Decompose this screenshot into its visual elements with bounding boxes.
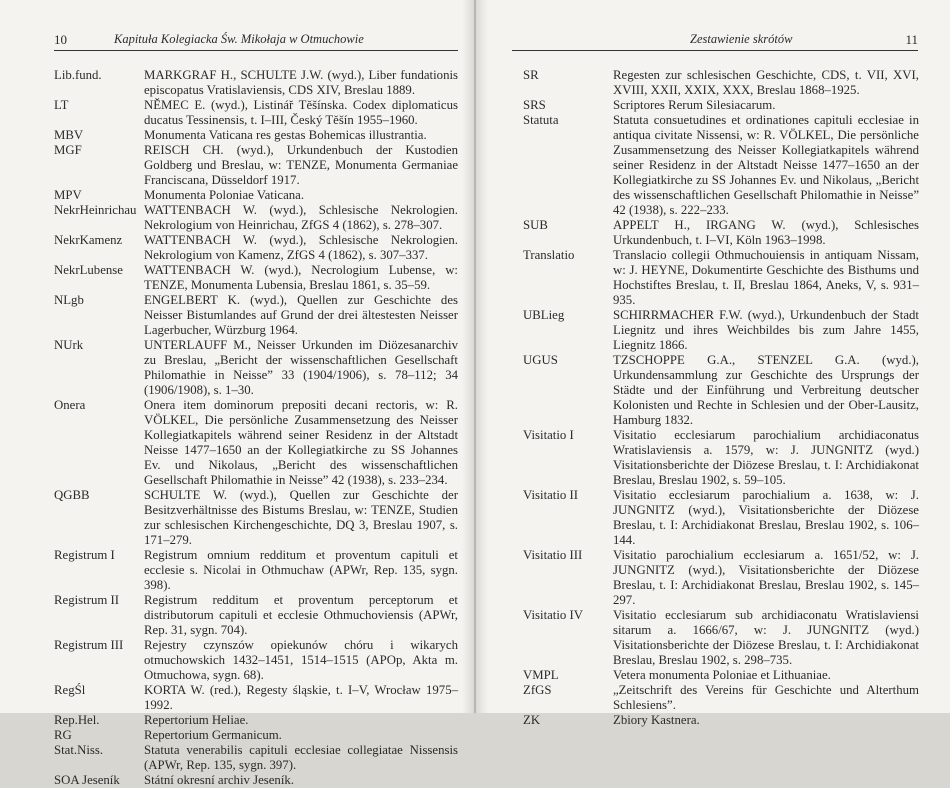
abbreviation: LT [54,98,69,112]
left-page-number: 10 [54,32,67,47]
abbreviation-entry [54,593,458,638]
right-page [476,0,950,727]
abbreviation-entry [54,398,458,488]
abbreviation: SUB [523,218,548,232]
abbreviation-description: Repertorium Germanicum. [144,728,282,742]
abbreviation-description: Vetera monumenta Poloniae et Lithuaniae. [613,668,831,682]
abbreviation: Registrum II [54,593,120,607]
abbreviation-description: Rejestry czynszów opiekunów chóru i wikarych otmuchowskich 1432–1451, 1514–1515 (APOp, Akta m. Otmuchowa, sygn. 68). [144,638,458,682]
abbreviation-description: Registrum redditum et proventum perceptorum et distributorum capituli et ecclesie Othmuchoviensis (APWr, Rep. 31, sygn. 704). [144,593,458,637]
abbreviation-description: SCHULTE W. (wyd.), Quellen zur Geschichte der Besitzverhältnisse des Bistums Breslau, w: TENZE, Studien zur schlesischen Kirchengeschichte, DQ 3, Breslau 1907, s. 171–279. [144,488,458,547]
abbreviation-entry [54,683,458,713]
abbreviation-entry [54,68,458,98]
abbreviation-description: WATTENBACH W. (wyd.), Schlesische Nekrologien. Nekrologium von Heinrichau, ZfGS 4 (1862), s. 278–307. [144,203,458,232]
abbreviation-description: Statuta venerabilis capituli ecclesiae collegiatae Nissensis (APWr, Rep. 135, sygn. 397). [144,743,458,772]
abbreviation: Translatio [523,248,575,262]
abbreviation-description: Státní okresní archiv Jeseník. [144,773,294,787]
abbreviation-description: „Zeitschrift des Vereins für Geschichte und Alterthum Schlesiens”. [613,683,919,712]
abbreviation-description: Repertorium Heliae. [144,713,249,727]
abbreviation-entry [54,263,458,293]
abbreviation-entry [54,488,458,548]
abbreviation: RG [54,728,72,742]
abbreviation-entry [54,128,458,143]
abbreviation-entry [54,638,458,683]
abbreviation-description: APPELT H., IRGANG W. (wyd.), Schlesisches Urkundenbuch, t. I–VI, Köln 1963–1998. [613,218,919,247]
abbreviation-description: WATTENBACH W. (wyd.), Schlesische Nekrologien. Nekrologium von Kamenz, ZfGS 4 (1862), s. 307–337. [144,233,458,262]
abbreviation-entry [523,98,919,113]
abbreviation: Registrum I [54,548,115,562]
abbreviation-entry [54,293,458,338]
abbreviation-entry [523,428,919,488]
abbreviation: Visitatio II [523,488,579,502]
abbreviation-entry [523,713,919,728]
abbreviation: Statuta [523,113,559,127]
abbreviation: Stat.Niss. [54,743,104,757]
left-running-head-title: Kapituła Kolegiacka Św. Mikołaja w Otmuchowie [114,32,364,46]
abbreviation-entry [54,143,458,188]
abbreviation: VMPL [523,668,559,682]
abbreviation: NUrk [54,338,84,352]
abbreviation: UBLieg [523,308,565,322]
abbreviation: ZK [523,713,541,727]
abbreviation-entry [523,68,919,98]
abbreviation: QGBB [54,488,90,502]
abbreviation-description: Monumenta Poloniae Vaticana. [144,188,305,202]
abbreviation: MBV [54,128,84,142]
abbreviation: NekrHeinrichau [54,203,137,217]
abbreviation: NLgb [54,293,84,307]
abbreviation: Visitatio IV [523,608,584,622]
abbreviation: MPV [54,188,82,202]
abbreviation: NekrLubense [54,263,123,277]
abbreviation-entry [523,218,919,248]
abbreviation-entry [54,203,458,233]
abbreviation: UGUS [523,353,558,367]
abbreviation-description: UNTERLAUFF M., Neisser Urkunden im Diözesanarchiv zu Breslau, „Bericht der wissenschaftlichen Gesellschaft Philomathie in Neisse” 33 (1904/1906), s. 78–112; 34 (1906/1908), s. 1–30. [144,338,458,397]
abbreviation-description: Visitatio ecclesiarum parochialium a. 1638, w: J. JUNGNITZ (wyd.), Visitationsberichte der Diözese Breslau, t. I: Archidiakonat Breslau, Breslau 1902, s. 106–144. [613,488,919,547]
abbreviation-description: Visitatio ecclesiarum sub archidiaconatu Wratislaviensi sitarum a. 1666/67, w: J. JUNGNITZ (wyd.) Visitationsberichte der Diözese Breslau, t. I: Archidiakonat Breslau, Breslau 1902, s. 298–735. [613,608,919,667]
abbreviation-entry [523,608,919,668]
abbreviation-entry [523,248,919,308]
abbreviation-description: Visitatio parochialium ecclesiarum a. 1651/52, w: J. JUNGNITZ (wyd.), Visitationsberichte der Diözese Breslau, t. I: Archidiakonat Breslau, Breslau 1902, s. 145–297. [613,548,919,607]
abbreviation-entry [523,113,919,218]
abbreviation: Onera [54,398,86,412]
abbreviation: Rep.Hel. [54,713,100,727]
abbreviation-entry [523,548,919,608]
left-page [0,0,474,787]
abbreviation-description: NĚMEC E. (wyd.), Listinář Těšínska. Codex diplomaticus ducatus Tessinensis, t. I–III, Český Těšín 1955–1960. [144,98,458,127]
abbreviation-description: WATTENBACH W. (wyd.), Necrologium Lubense, w: TENZE, Monumenta Lubensia, Breslau 1861, s. 35–59. [144,263,458,292]
abbreviation-description: Translacio collegii Othmuchouiensis in antiquam Nissam, w: J. HEYNE, Dokumentirte Geschichte des Bisthums und Hochstiftes Breslau, t. II, Breslau 1864, Aneks, V, s. 931–935. [613,248,919,307]
abbreviation-description: SCHIRRMACHER F.W. (wyd.), Urkundenbuch der Stadt Liegnitz und ihres Weichbildes bis zum Jahre 1455, Liegnitz 1866. [613,308,919,352]
right-abbreviation-list [523,68,919,728]
abbreviation: ZfGS [523,683,552,697]
abbreviation-entry [54,233,458,263]
abbreviation-description: Registrum omnium redditum et proventum capituli et ecclesie s. Nicolai in Othmuchaw (APWr, Rep. 135, sygn. 398). [144,548,458,592]
abbreviation-entry [54,188,458,203]
abbreviation-entry [54,773,458,788]
abbreviation-description: KORTA W. (red.), Regesty śląskie, t. I–V, Wrocław 1975–1992. [144,683,458,712]
right-page-number: 11 [905,32,918,47]
abbreviation-entry [523,668,919,683]
abbreviation: Visitatio I [523,428,574,442]
abbreviation-description: Scriptores Rerum Silesiacarum. [613,98,776,112]
abbreviation: Registrum III [54,638,124,652]
abbreviation-description: Statuta consuetudines et ordinationes capituli ecclesiae in antiqua civitate Nissensi, w: R. VÖLKEL, Die persönliche Zusammensetzung des Neisser Kollegiatkapitels während seiner Residenz in der Altstadt Neisse 1477–1650 an der Kollegiatkirche zu SS Johannes Ev. und Nikolaus, „Bericht des wissenschaftlichen Gesellschaft Philomathie in Neisse” 42 (1938), s. 222–233. [613,113,919,217]
abbreviation-entry [54,548,458,593]
abbreviation-description: ENGELBERT K. (wyd.), Quellen zur Geschichte des Neisser Bistumlandes auf Grund der drei ältestesten Neisser Lagerbucher, Würzburg 1964. [144,293,458,337]
abbreviation: Lib.fund. [54,68,102,82]
abbreviation-entry [54,743,458,773]
abbreviation-description: Zbiory Kastnera. [613,713,700,727]
abbreviation-description: REISCH CH. (wyd.), Urkundenbuch der Kustodien Goldberg und Breslau, w: TENZE, Monumenta Germaniae Franciscana, Düsseldorf 1917. [144,143,458,187]
abbreviation-entry [523,353,919,428]
right-running-head-title: Zestawienie skrótów [690,32,793,46]
abbreviation-description: Regesten zur schlesischen Geschichte, CDS, t. VII, XVI, XVIII, XXII, XXIX, XXX, Breslau 1868–1925. [613,68,919,97]
abbreviation-entry [54,98,458,128]
abbreviation-description: Monumenta Vaticana res gestas Bohemicas illustrantia. [144,128,427,142]
left-running-header [54,32,458,51]
right-running-header [512,32,918,51]
abbreviation-description: Onera item dominorum prepositi decani rectoris, w: R. VÖLKEL, Die persönliche Zusammensetzung des Neisser Kollegiatkapitels während seiner Residenz in der Altstadt Neisse 1477–1650 an der Kollegiatkirche zu SS Johannes Ev. und Nikolaus, „Bericht des wissenschaftlichen Gesellschaft Philomathie in Neisse” 42 (1938), s. 233–234. [144,398,458,487]
abbreviation-entry [54,713,458,728]
abbreviation-description: Visitatio ecclesiarum parochialium archidiaconatus Wratislaviensis a. 1579, w: J. JUNGNITZ (wyd.) Visitationsberichte der Diözese Breslau, t. I: Archidiakonat Breslau, Breslau 1902, s. 59–105. [613,428,919,487]
abbreviation: Visitatio III [523,548,583,562]
abbreviation: SOA Jeseník [54,773,120,787]
abbreviation-entry [523,683,919,713]
abbreviation: SR [523,68,539,82]
left-abbreviation-list [54,68,458,788]
abbreviation: NekrKamenz [54,233,123,247]
abbreviation: MGF [54,143,82,157]
abbreviation: SRS [523,98,546,112]
abbreviation-entry [54,728,458,743]
abbreviation-description: MARKGRAF H., SCHULTE J.W. (wyd.), Liber fundationis episcopatus Vratislaviensis, CDS XIV, Breslau 1889. [144,68,458,97]
abbreviation-description: TZSCHOPPE G.A., STENZEL G.A. (wyd.), Urkundensammlung zur Geschichte des Ursprungs der Städte und der Einführung und Verbreitung deutscher Kolonisten und Rechte in Schlesien und der Ober-Lausitz, Hamburg 1832. [613,353,919,427]
abbreviation-entry [523,308,919,353]
abbreviation-entry [54,338,458,398]
abbreviation-entry [523,488,919,548]
abbreviation: RegŚl [54,683,86,697]
